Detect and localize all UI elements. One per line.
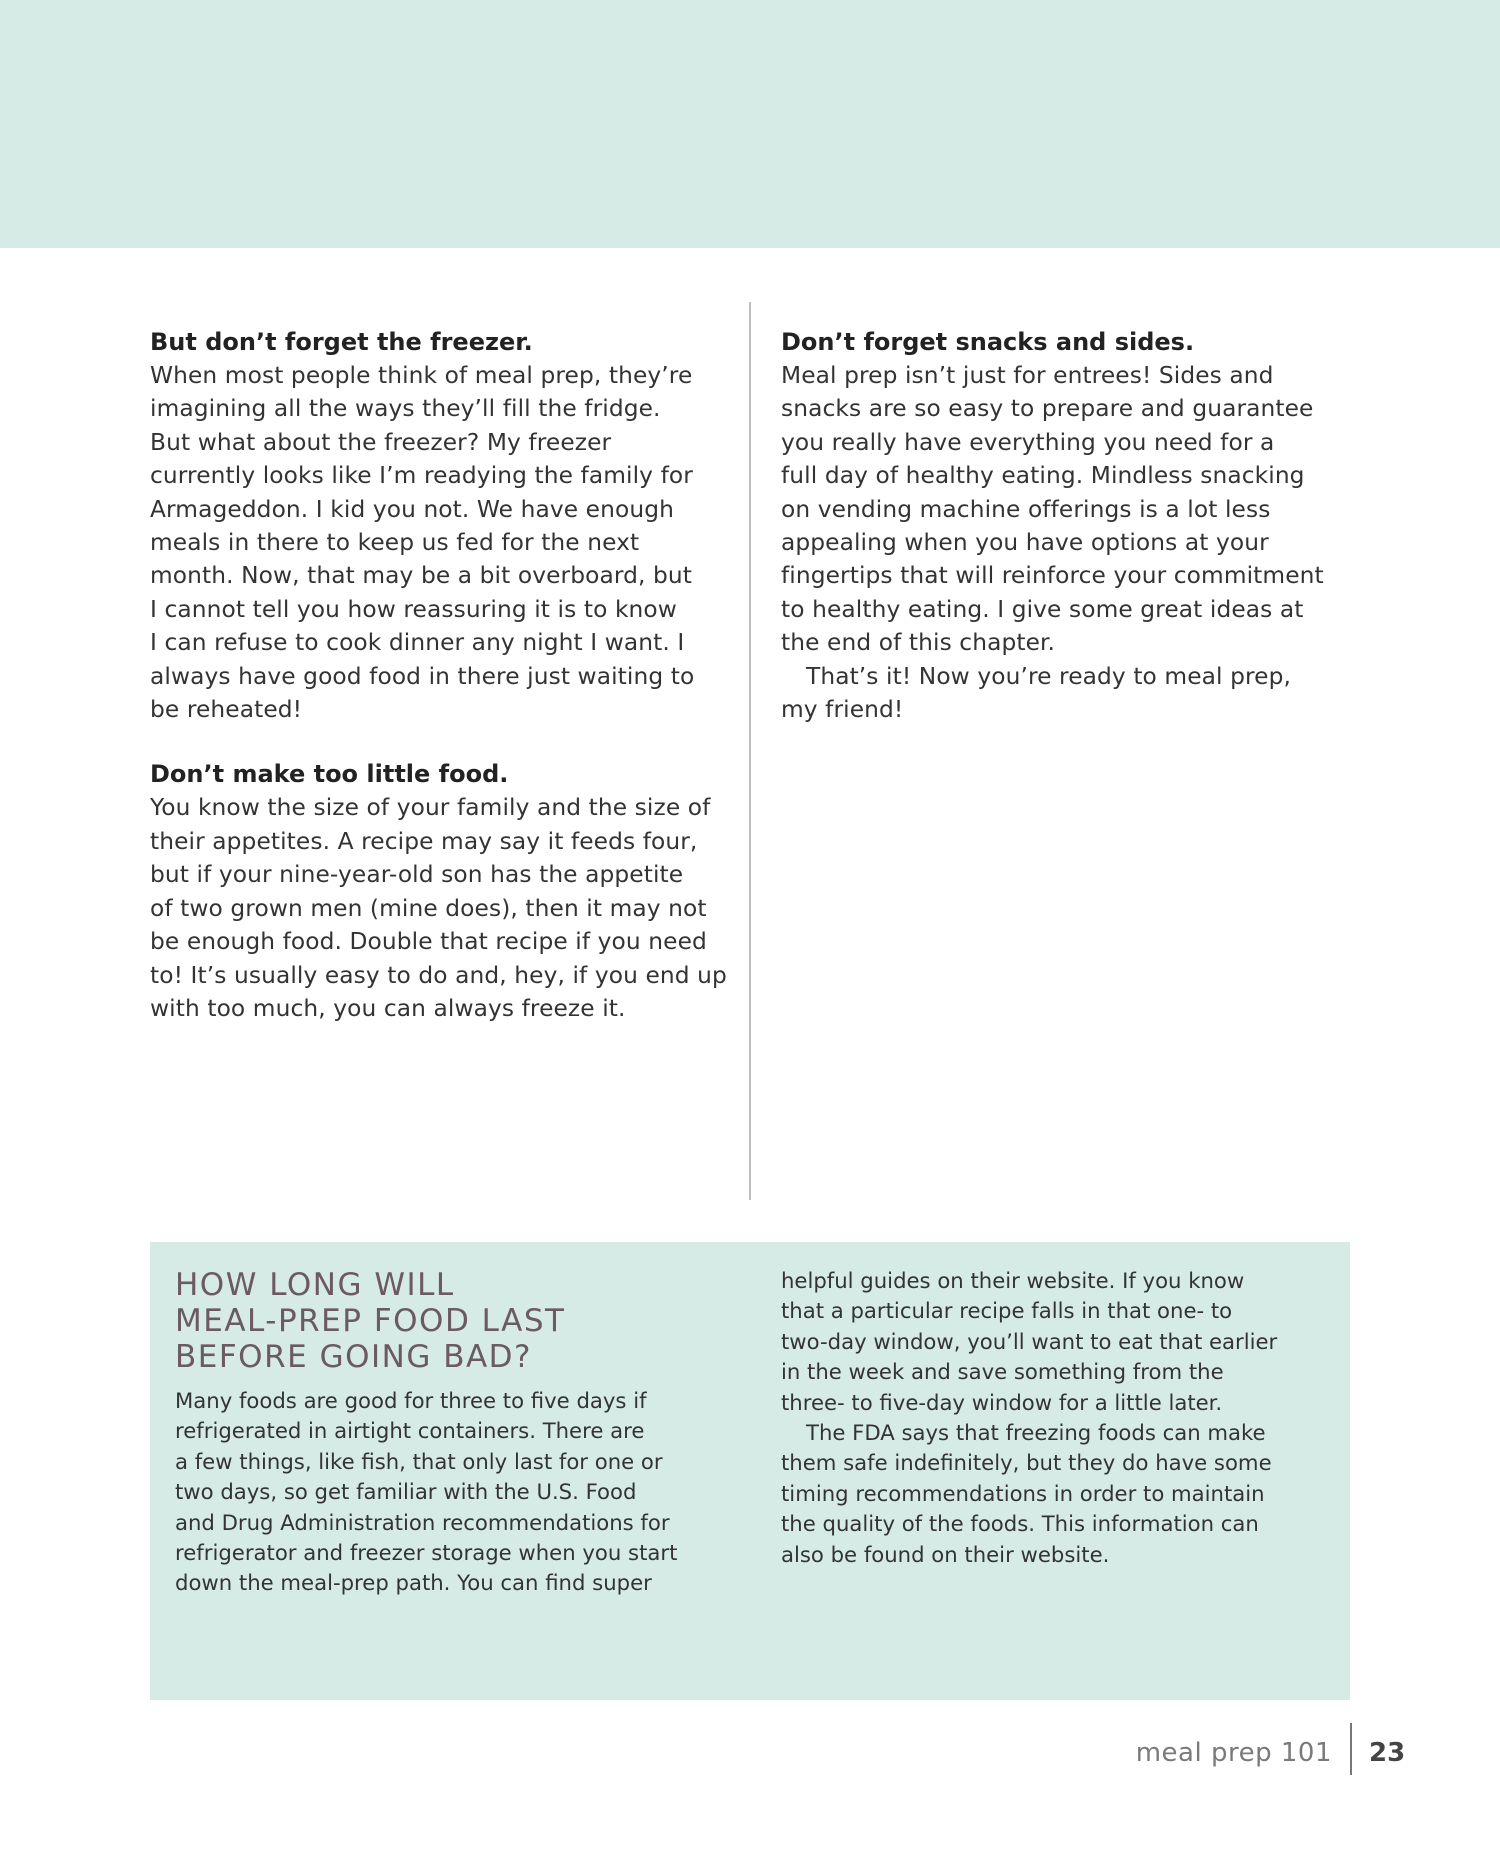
section-body-freezer xyxy=(150,359,720,726)
text-line: of two grown men (mine does), then it may not xyxy=(150,894,707,922)
sidebar-left-column xyxy=(175,1386,715,1599)
text-line: helpful guides on their website. If you know xyxy=(781,1268,1245,1293)
right-column xyxy=(781,325,1351,726)
text-line: refrigerated in airtight containers. There are xyxy=(175,1418,645,1444)
text-line: on vending machine offerings is a lot less xyxy=(781,495,1271,523)
text-line: full day of healthy eating. Mindless snacking xyxy=(781,462,1305,490)
text-line: month. Now, that may be a bit overboard, but xyxy=(150,562,692,590)
page-number: 23 xyxy=(1369,1738,1406,1768)
text-line: I cannot tell you how reassuring it is to know xyxy=(150,595,677,623)
text-line: appealing when you have options at your xyxy=(781,529,1269,557)
text-line: their appetites. A recipe may say it feeds four, xyxy=(150,827,698,855)
text-line: a few things, like fish, that only last for one or xyxy=(175,1448,663,1474)
text-line: When most people think of meal prep, they’re xyxy=(150,362,693,389)
section-heading-too-little-food: Don’t make too little food. xyxy=(150,760,509,789)
text-line: I can refuse to cook dinner any night I want. I xyxy=(150,629,685,657)
title-line: HOW LONG WILL xyxy=(175,1267,455,1303)
section-body-too-little-food xyxy=(150,791,727,1025)
text-line: with too much, you can always freeze it. xyxy=(150,994,626,1022)
text-line: Meal prep isn’t just for entrees! Sides and xyxy=(781,362,1274,389)
text-line: the quality of the foods. This information can xyxy=(781,1511,1259,1537)
spacer xyxy=(150,726,720,757)
page-footer xyxy=(0,1735,1500,1775)
sidebar-box xyxy=(150,1242,1350,1700)
sidebar-title xyxy=(175,1267,565,1375)
text-line: that a particular recipe falls in that one- to xyxy=(781,1298,1233,1324)
text-line: fingertips that will reinforce your commitment xyxy=(781,562,1324,590)
title-line: BEFORE GOING BAD? xyxy=(175,1339,532,1375)
text-line: imagining all the ways they’ll fill the fridge. xyxy=(150,395,661,423)
text-line: be enough food. Double that recipe if you need xyxy=(150,928,707,956)
text-line: But what about the freezer? My freezer xyxy=(150,428,612,456)
text-line: refrigerator and freezer storage when you start xyxy=(175,1540,678,1566)
left-column xyxy=(150,325,727,1025)
text-line: and Drug Administration recommendations for xyxy=(175,1509,670,1535)
top-color-band xyxy=(0,0,1500,248)
text-line: snacks are so easy to prepare and guarantee xyxy=(781,395,1314,423)
text-line: You know the size of your family and the size of xyxy=(150,794,711,822)
running-footer-label: meal prep 101 xyxy=(1135,1738,1332,1768)
text-line: That’s it! Now you’re ready to meal prep, xyxy=(806,662,1291,690)
text-line: you really have everything you need for a xyxy=(781,428,1275,456)
text-line: but if your nine-year-old son has the appetite xyxy=(150,861,684,889)
text-line: The FDA says that freezing foods can make xyxy=(806,1420,1266,1446)
text-line: Armageddon. I kid you not. We have enough xyxy=(150,495,674,523)
text-line: in the week and save something from the xyxy=(781,1359,1224,1385)
text-line: be reheated! xyxy=(150,696,303,724)
text-line: timing recommendations in order to maintain xyxy=(781,1480,1265,1506)
text-line: my friend! xyxy=(781,696,904,724)
footer-divider xyxy=(1350,1723,1352,1775)
text-line: down the meal-prep path. You can find super xyxy=(175,1570,652,1596)
text-line: two-day window, you’ll want to eat that earlier xyxy=(781,1328,1278,1354)
text-line: to healthy eating. I give some great ideas at xyxy=(781,595,1304,623)
sidebar-right-column xyxy=(781,1266,1321,1570)
text-line: also be found on their website. xyxy=(781,1541,1110,1567)
section-heading-freezer: But don’t forget the freezer. xyxy=(150,328,533,356)
text-line: to! It’s usually easy to do and, hey, if you end up xyxy=(150,961,727,989)
text-line: three- to five-day window for a little later. xyxy=(781,1389,1223,1415)
column-divider xyxy=(749,302,751,1200)
sidebar-paragraph xyxy=(175,1386,715,1599)
text-line: Many foods are good for three to five days if xyxy=(175,1388,647,1413)
text-line: the end of this chapter. xyxy=(781,629,1056,657)
text-line: currently looks like I’m readying the family for xyxy=(150,462,693,490)
text-line: two days, so get familiar with the U.S. Food xyxy=(175,1479,637,1505)
sidebar-paragraph xyxy=(781,1266,1321,1570)
title-line: MEAL-PREP FOOD LAST xyxy=(175,1303,566,1339)
section-heading-snacks: Don’t forget snacks and sides. xyxy=(781,328,1195,356)
text-line: always have good food in there just waiting to xyxy=(150,662,695,690)
text-line: them safe indefinitely, but they do have some xyxy=(781,1450,1272,1476)
text-line: meals in there to keep us fed for the next xyxy=(150,529,640,557)
section-body-snacks xyxy=(781,359,1351,726)
